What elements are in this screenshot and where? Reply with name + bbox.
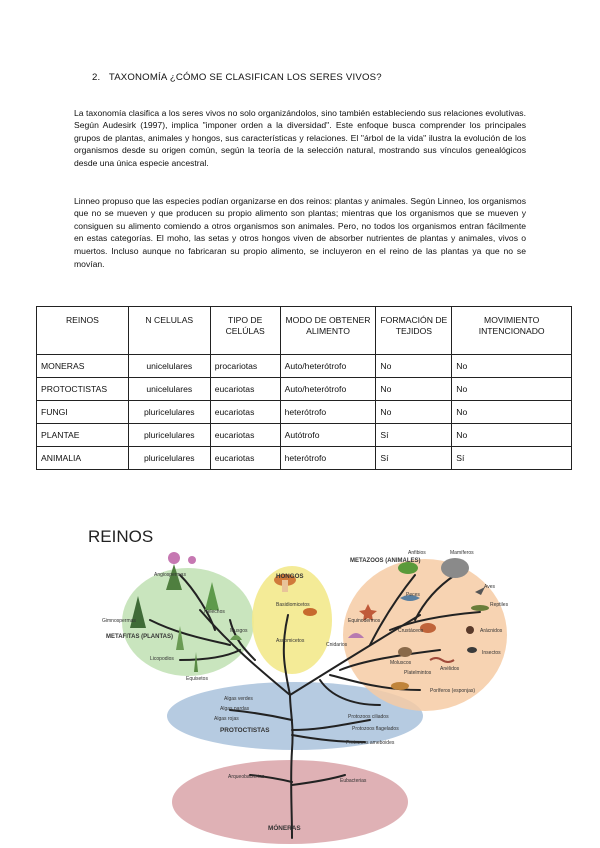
- label-algas-verdes: Algas verdes: [224, 696, 253, 702]
- label-musgos: Musgos: [230, 628, 248, 634]
- table-row: [37, 447, 572, 470]
- section-heading: [92, 72, 382, 83]
- header-movimiento: MOVIMIENTO INTENCIONADO: [452, 307, 572, 355]
- label-licopodios: Licopodios: [150, 656, 174, 662]
- cell-reino: PROTOCTISTAS: [37, 378, 129, 401]
- cell-tejidos: Sí: [376, 447, 452, 470]
- header-tipo-celulas: TIPO DE CELÚLAS: [210, 307, 280, 355]
- cell-movimiento: No: [452, 378, 572, 401]
- label-equinodermos: Equinodermos: [348, 618, 381, 624]
- label-metafitas: METAFITAS (PLANTAS): [106, 634, 173, 640]
- diagram-title: REINOS: [88, 527, 154, 546]
- header-reinos: REINOS: [37, 307, 129, 355]
- cell-tejidos: No: [376, 401, 452, 424]
- cell-tipo-celulas: eucariotas: [210, 424, 280, 447]
- cell-tejidos: Sí: [376, 424, 452, 447]
- cell-tipo-celulas: procariotas: [210, 355, 280, 378]
- cell-tejidos: No: [376, 355, 452, 378]
- label-platelmintos: Platelmintos: [404, 670, 432, 676]
- label-angiospermas: Angiospermas: [154, 572, 186, 578]
- animales-region: [343, 559, 507, 711]
- tree-of-life-diagram: [80, 520, 520, 845]
- label-aracnidos: Arácnidos: [480, 628, 503, 634]
- label-mamiferos: Mamíferos: [450, 550, 474, 556]
- label-reptiles: Reptiles: [490, 602, 509, 608]
- table-row: [37, 401, 572, 424]
- label-gimnospermas: Gimnospermas: [102, 618, 136, 624]
- cell-movimiento: Sí: [452, 447, 572, 470]
- mushroom-icon: [303, 608, 317, 616]
- label-arqueobacterias: Arqueobacterias: [228, 774, 265, 780]
- label-algas-rojas: Algas rojas: [214, 716, 239, 722]
- label-insectos: Insectos: [482, 650, 501, 656]
- reptile-icon: [471, 605, 489, 611]
- cell-tipo-celulas: eucariotas: [210, 378, 280, 401]
- label-protozoos-flagelados: Protozoos flagelados: [352, 726, 399, 732]
- label-cnidarios: Cnidarios: [326, 642, 348, 648]
- cell-n-celulas: pluricelulares: [128, 424, 210, 447]
- cell-modo-alimento: heterótrofo: [280, 447, 376, 470]
- header-n-celulas: N CELULAS: [128, 307, 210, 355]
- snail-icon: [398, 647, 412, 657]
- label-anfibios: Anfibios: [408, 550, 426, 556]
- cell-modo-alimento: Auto/heterótrofo: [280, 378, 376, 401]
- cell-tejidos: No: [376, 378, 452, 401]
- spider-icon: [466, 626, 474, 634]
- paragraph-linneo: Linneo propuso que las especies podían organizarse en dos reinos: plantas y animales. Según Linneo, los organismos que no se mueven y que producen su propio alimento son plantas; mientras que los organismos que se mueven y consiguen su alimento comiendo a otros organismos son animales. Pero, no todos los organismos entran fácilmente en estas categorías. El moho, las setas y otros hongos viven de absorber nutrientes de plantas y animales, vivos o muertos. Incluso aunque no fabricaran su propio alimento, se incluyeron en el reino de las plantas ya que no se movían.: [74, 195, 526, 269]
- cell-tipo-celulas: eucariotas: [210, 447, 280, 470]
- cell-reino: ANIMALIA: [37, 447, 129, 470]
- label-moneras: MÓNERAS: [268, 825, 301, 832]
- cell-modo-alimento: Autótrofo: [280, 424, 376, 447]
- label-crustaceos: Crustáceos: [398, 628, 424, 634]
- section-number: 2.: [92, 72, 101, 83]
- header-formacion-tejidos: FORMACIÓN DE TEJIDOS: [376, 307, 452, 355]
- label-eubacterias: Eubacterias: [340, 778, 367, 784]
- cell-reino: PLANTAE: [37, 424, 129, 447]
- cell-modo-alimento: heterótrofo: [280, 401, 376, 424]
- label-peces: Peces: [406, 592, 420, 598]
- label-aves: Aves: [484, 584, 496, 590]
- label-protoctistas: PROTOCTISTAS: [220, 727, 270, 734]
- label-anelidos: Anélidos: [440, 666, 460, 672]
- flower-icon: [188, 556, 196, 564]
- paragraph-taxonomia: La taxonomía clasifica a los seres vivos no solo organizándolos, sino también estableciendo sus relaciones evolutivas. Según Audesirk (1997), implica "imponer orden a la diversidad". Este enfoque busca comprender los principales grupos de plantas, animales y hongos, sus características y relaciones. El "árbol de la vida" ilustra la evolución de los organismos desde su origen común, según la teoría de la selección natural, mostrando sus vínculos genealógicos desde una única especie ancestral.: [74, 107, 526, 168]
- cell-n-celulas: pluricelulares: [128, 447, 210, 470]
- table-row: [37, 424, 572, 447]
- cell-movimiento: No: [452, 401, 572, 424]
- reinos-table: [36, 306, 572, 470]
- label-algas-pardas: Algas pardas: [220, 706, 250, 712]
- label-hongos: HONGOS: [276, 573, 304, 580]
- cell-modo-alimento: Auto/heterótrofo: [280, 355, 376, 378]
- cell-n-celulas: unicelulares: [128, 355, 210, 378]
- label-protozoos-ameboides: Protozoos ameboides: [346, 740, 395, 746]
- cell-n-celulas: pluricelulares: [128, 401, 210, 424]
- label-ascomicetos: Ascomicetos: [276, 638, 305, 644]
- label-poriferos: Poríferos (esponjas): [430, 688, 476, 694]
- table-header-row: [37, 307, 572, 355]
- table-row: [37, 355, 572, 378]
- label-helechos: Helechos: [204, 609, 225, 615]
- label-equisetos: Equisetos: [186, 676, 208, 682]
- cell-n-celulas: unicelulares: [128, 378, 210, 401]
- cell-tipo-celulas: eucariotas: [210, 401, 280, 424]
- section-title: TAXONOMÍA ¿CÓMO SE CLASIFICAN LOS SERES VIVOS?: [108, 72, 382, 83]
- label-metazoos: METAZOOS (ANIMALES): [350, 558, 421, 564]
- table-row: [37, 378, 572, 401]
- header-modo-alimento: MODO DE OBTENER ALIMENTO: [280, 307, 376, 355]
- sponge-icon: [391, 682, 409, 690]
- flower-icon: [168, 552, 180, 564]
- label-moluscos: Moluscos: [390, 660, 412, 666]
- label-basidiomicetos: Basidiomicetos: [276, 602, 310, 608]
- cell-reino: FUNGI: [37, 401, 129, 424]
- label-protozoos-ciliados: Protozoos ciliados: [348, 714, 389, 720]
- insect-icon: [467, 647, 477, 653]
- cell-reino: MONERAS: [37, 355, 129, 378]
- mushroom-icon: [282, 580, 288, 592]
- elephant-icon: [441, 558, 469, 578]
- cell-movimiento: No: [452, 424, 572, 447]
- cell-movimiento: No: [452, 355, 572, 378]
